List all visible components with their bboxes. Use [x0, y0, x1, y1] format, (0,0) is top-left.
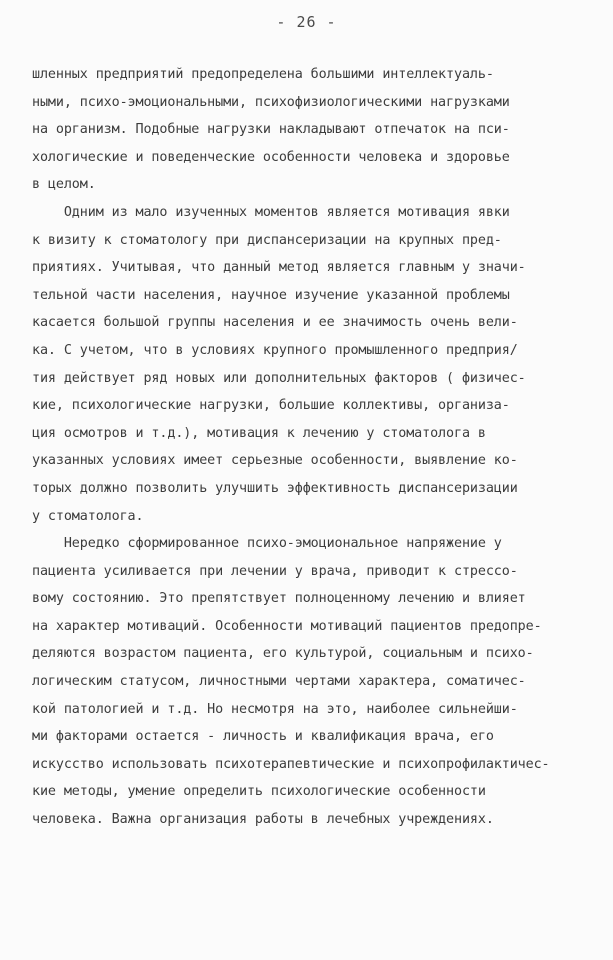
text-line: у стоматолога.: [32, 508, 144, 524]
text-line: ми факторами остается - личность и квалификация врача, его: [32, 729, 494, 745]
text-line: искусство использовать психотерапевтические и психопрофилактичес-: [32, 756, 550, 772]
text-line: Нередко сформированное психо-эмоциональное напряжение у: [32, 536, 502, 552]
text-line: вому состоянию. Это препятствует полноценному лечению и влияет: [32, 591, 526, 607]
text-line: тельной части населения, научное изучение указанной проблемы: [32, 287, 510, 303]
text-line: на организм. Подобные нагрузки накладывают отпечаток на пси-: [32, 122, 510, 138]
text-line: кой патологией и т.д. Но несмотря на это, наиболее сильнейши-: [32, 701, 518, 717]
text-line: шленных предприятий предопределена большими интеллектуаль-: [32, 67, 494, 82]
text-line: касается большой группы населения и ее значимость очень вели-: [32, 315, 518, 331]
text-line: пациента усиливается при лечении у врача, приводит к стрессо-: [32, 563, 518, 579]
text-line: ция осмотров и т.д.), мотивация к лечению у стоматолога в: [32, 425, 486, 441]
document-body: [32, 61, 578, 834]
text-line: кие, психологические нагрузки, большие коллективы, организа-: [32, 398, 510, 414]
text-line: кие методы, умение определить психологические особенности: [32, 784, 486, 800]
text-line: на характер мотиваций. Особенности мотиваций пациентов предопре-: [32, 618, 542, 634]
text-line: хологические и поведенческие особенности человека и здоровье: [32, 149, 510, 165]
text-line: торых должно позволить улучшить эффективность диспансеризации: [32, 480, 518, 496]
text-line: деляются возрастом пациента, его культурой, социальным и психо-: [32, 646, 534, 662]
text-line: ка. С учетом, что в условиях крупного промышленного предприя/: [32, 342, 518, 358]
paragraph-3: [32, 530, 578, 834]
text-line: логическим статусом, личностными чертами характера, соматичес-: [32, 674, 526, 690]
text-line: приятиях. Учитывая, что данный метод является главным у значи-: [32, 260, 526, 276]
text-line: указанных условиях имеет серьезные особенности, выявление ко-: [32, 453, 518, 469]
paragraph-1: [32, 61, 578, 199]
text-line: тия действует ряд новых или дополнительных факторов ( физичес-: [32, 370, 526, 386]
text-line: в целом.: [32, 177, 96, 193]
text-line: ными, психо-эмоциональными, психофизиологическими нагрузками: [32, 94, 510, 110]
page-number: - 26 -: [276, 13, 337, 31]
paragraph-2: [32, 199, 578, 530]
text-line: к визиту к стоматологу при диспансеризации на крупных пред-: [32, 232, 502, 248]
text-line: Одним из мало изученных моментов является мотивация явки: [32, 204, 510, 220]
text-line: человека. Важна организация работы в лечебных учреждениях.: [32, 812, 494, 828]
